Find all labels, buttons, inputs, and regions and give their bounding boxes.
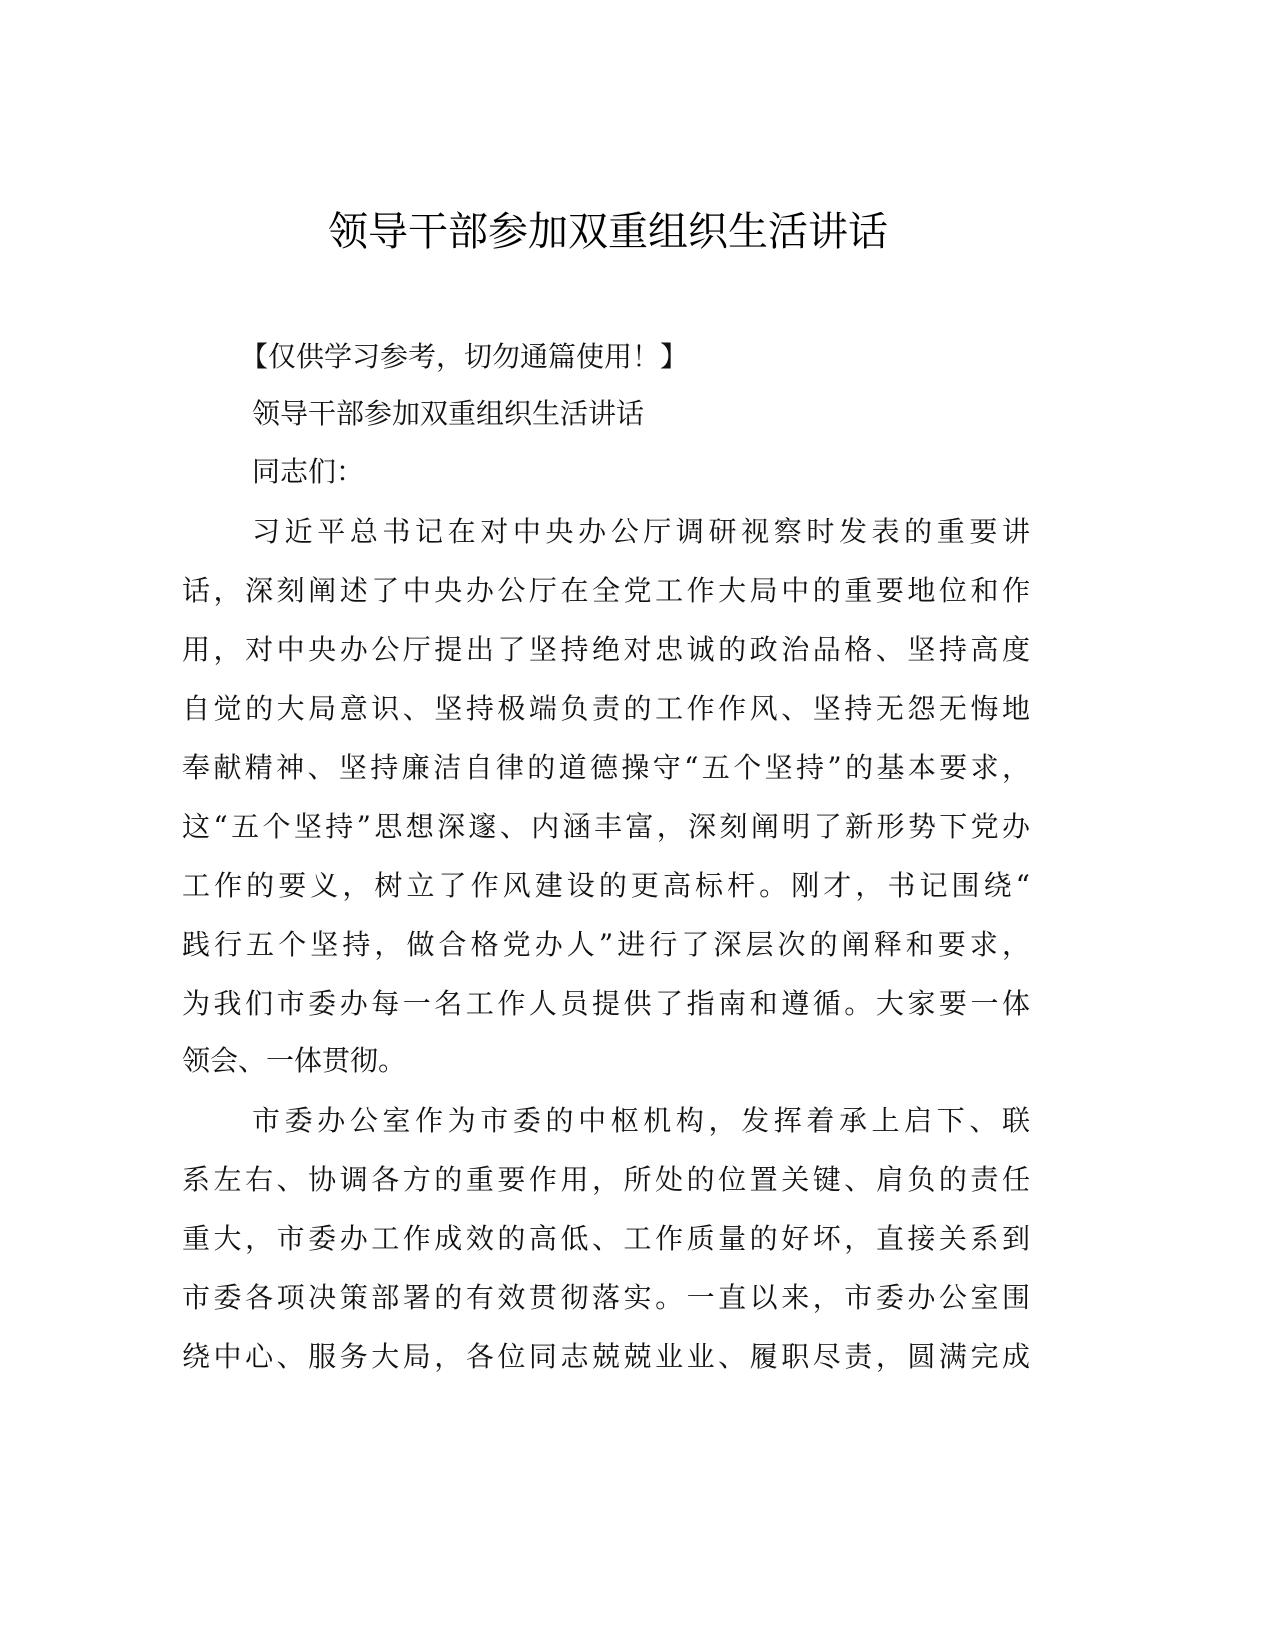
text-line: 绕中心、服务大局，各位同志兢兢业业、履职尽责，圆满完成 — [182, 1340, 1030, 1373]
text-line: 习近平总书记在对中央办公厅调研视察时发表的重要讲 — [252, 515, 1030, 548]
text-line: 重大，市委办工作成效的高低、工作质量的好坏，直接关系到 — [182, 1222, 1030, 1255]
text-line: 系左右、协调各方的重要作用，所处的位置关键、肩负的责任 — [182, 1163, 1030, 1196]
document-title: 领导干部参加双重组织生活讲话 — [328, 209, 888, 255]
salutation-text: 同志们： — [252, 455, 365, 488]
text-line: 这“五个坚持”思想深邃、内涵丰富，深刻阐明了新形势下党办 — [182, 810, 1030, 843]
text-line: 市委办公室作为市委的中枢机构，发挥着承上启下、联 — [252, 1104, 1030, 1137]
text-line: 市委各项决策部署的有效贯彻落实。一直以来，市委办公室围 — [182, 1281, 1030, 1314]
text-line: 话，深刻阐述了中央办公厅在全党工作大局中的重要地位和作 — [182, 574, 1030, 607]
text-line: 践行五个坚持，做合格党办人”进行了深层次的阐释和要求， — [182, 928, 1030, 961]
text-line: 领会、一体贯彻。 — [182, 1044, 407, 1077]
notice-text: 【仅供学习参考，切勿通篇使用！】 — [240, 340, 689, 373]
subtitle-text: 领导干部参加双重组织生活讲话 — [252, 397, 645, 430]
text-line: 奉献精神、坚持廉洁自律的道德操守“五个坚持”的基本要求， — [182, 751, 1030, 784]
text-line: 为我们市委办每一名工作人员提供了指南和遵循。大家要一体 — [182, 987, 1030, 1020]
text-line: 自觉的大局意识、坚持极端负责的工作作风、坚持无怨无悔地 — [182, 692, 1030, 725]
text-line: 用，对中央办公厅提出了坚持绝对忠诚的政治品格、坚持高度 — [182, 633, 1030, 666]
text-line: 工作的要义，树立了作风建设的更高标杆。刚才，书记围绕“ — [182, 869, 1030, 902]
